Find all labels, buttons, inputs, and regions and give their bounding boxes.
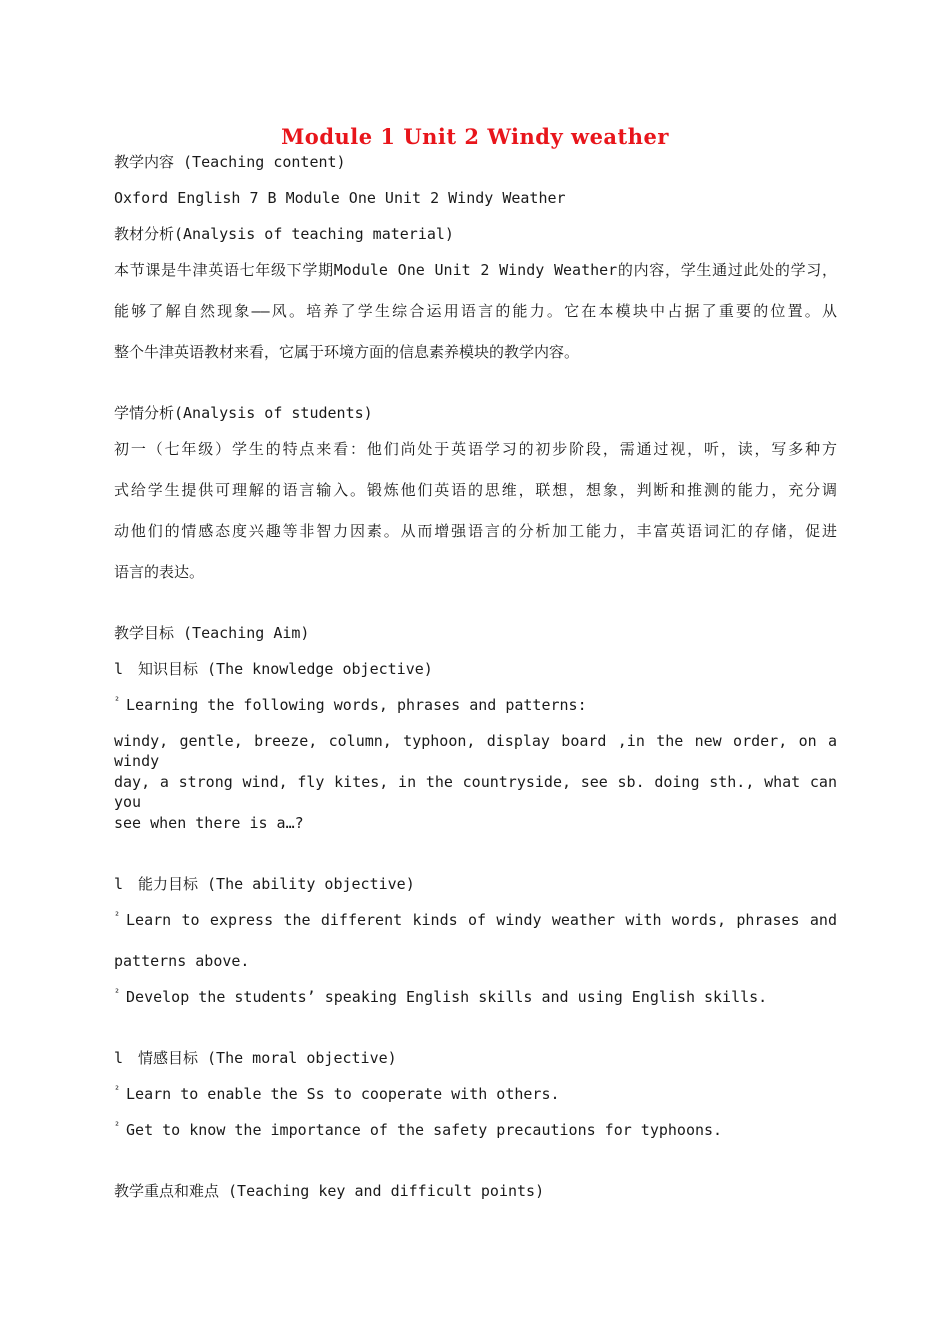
paragraph-line: 能够了解自然现象——风。培养了学生综合运用语言的能力。它在本模块中占据了重要的位置。从 xyxy=(114,302,837,320)
bullet-item xyxy=(114,1084,560,1104)
document-title: Module 1 Unit 2 Windy weather xyxy=(281,124,669,149)
heading-text: 知识目标 (The knowledge objective) xyxy=(138,660,433,678)
bullet-text: Develop the students’ speaking English skills and using English skills. xyxy=(126,988,768,1006)
bullet-marker: ² xyxy=(114,696,121,707)
list-marker: l xyxy=(114,660,124,678)
bullet-item xyxy=(114,910,837,930)
list-marker: l xyxy=(114,875,124,893)
section-key-points: 教学重点和难点 (Teaching key and difficult points) xyxy=(114,1182,545,1200)
section-student-analysis: 学情分析(Analysis of students) xyxy=(114,404,373,422)
section-material-analysis: 教材分析(Analysis of teaching material) xyxy=(114,225,454,243)
bullet-marker: ² xyxy=(114,988,121,999)
section-teaching-content: 教学内容 (Teaching content) xyxy=(114,153,346,171)
paragraph-line: 语言的表达。 xyxy=(114,563,205,581)
bullet-item xyxy=(114,1120,722,1140)
section-teaching-aim: 教学目标 (Teaching Aim) xyxy=(114,624,310,642)
bullet-marker: ² xyxy=(114,1085,121,1096)
ability-objective-heading xyxy=(114,874,415,894)
bullet-item xyxy=(114,987,767,1007)
paragraph-line: 本节课是牛津英语七年级下学期Module One Unit 2 Windy Weather的内容，学生通过此处的学习， xyxy=(114,261,837,279)
paragraph-line: day, a strong wind, fly kites, in the countryside, see sb. doing sth., what can you xyxy=(114,773,837,811)
bullet-text: Learning the following words, phrases and patterns: xyxy=(126,696,587,714)
bullet-text: Get to know the importance of the safety precautions for typhoons. xyxy=(126,1121,723,1139)
heading-text: 情感目标 (The moral objective) xyxy=(138,1049,397,1067)
paragraph-line: windy, gentle, breeze, column, typhoon, display board ,in the new order, on a windy xyxy=(114,732,837,770)
paragraph-line: 整个牛津英语教材来看，它属于环境方面的信息素养模块的教学内容。 xyxy=(114,343,580,361)
knowledge-objective-heading xyxy=(114,659,433,679)
paragraph-line: see when there is a…? xyxy=(114,814,304,832)
moral-objective-heading xyxy=(114,1048,397,1068)
course-line: Oxford English 7 B Module One Unit 2 Windy Weather xyxy=(114,189,566,207)
bullet-text: Learn to enable the Ss to cooperate with others. xyxy=(126,1085,560,1103)
paragraph-line: 式给学生提供可理解的语言输入。锻炼他们英语的思维，联想，想象，判断和推测的能力，充分调 xyxy=(114,481,837,499)
bullet-marker: ² xyxy=(114,911,121,922)
bullet-text: Learn to express the different kinds of windy weather with words, phrases and xyxy=(126,911,837,929)
heading-text: 能力目标 (The ability objective) xyxy=(138,875,415,893)
bullet-item xyxy=(114,695,587,715)
paragraph-line: 初一（七年级）学生的特点来看：他们尚处于英语学习的初步阶段，需通过视，听，读，写多种方 xyxy=(114,440,837,458)
paragraph-line: patterns above. xyxy=(114,952,250,970)
paragraph-line: 动他们的情感态度兴趣等非智力因素。从而增强语言的分析加工能力，丰富英语词汇的存储，促进 xyxy=(114,522,837,540)
bullet-marker: ² xyxy=(114,1121,121,1132)
list-marker: l xyxy=(114,1049,124,1067)
